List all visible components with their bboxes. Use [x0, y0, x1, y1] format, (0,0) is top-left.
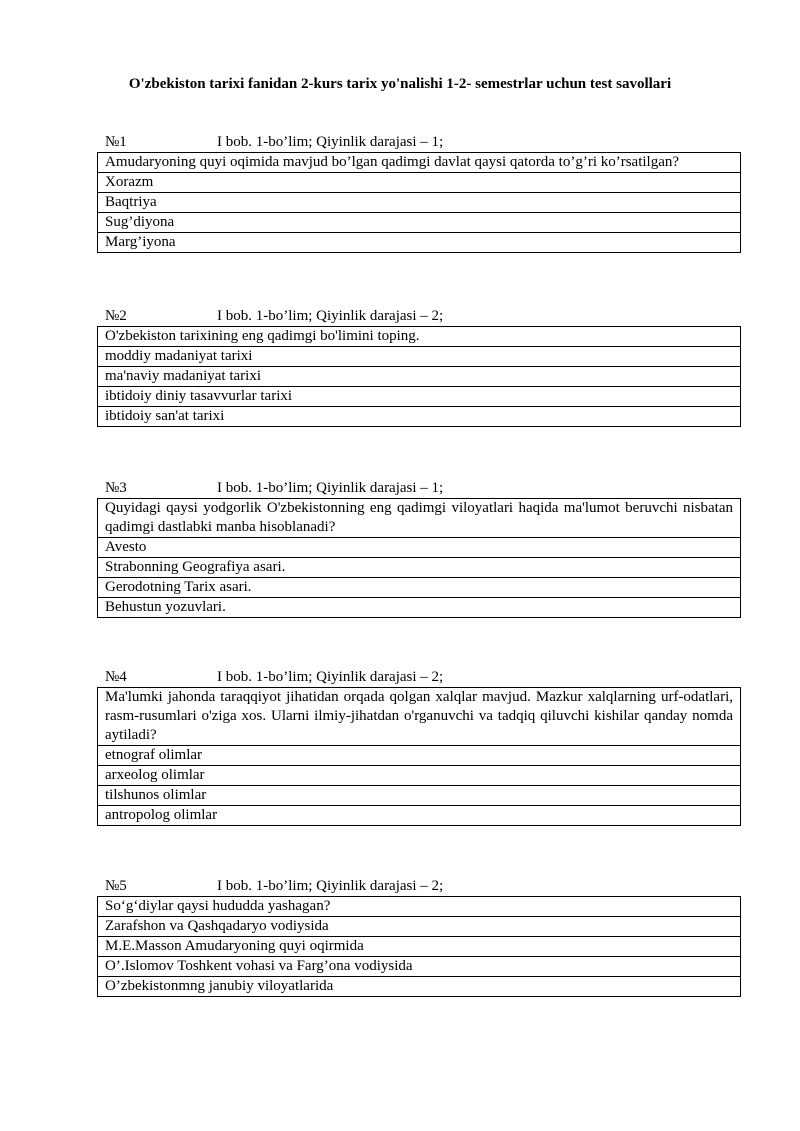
- answer-option: Sug’diyona: [98, 213, 741, 233]
- question-block: [97, 132, 741, 253]
- question-block: [97, 306, 741, 427]
- question-text: So‘g‘diylar qaysi hududda yashagan?: [98, 897, 741, 917]
- answer-option: M.E.Masson Amudaryoning quyi oqirmida: [98, 937, 741, 957]
- question-number: №4: [105, 669, 127, 685]
- question-number: №2: [105, 308, 127, 324]
- answer-option: ma'naviy madaniyat tarixi: [98, 367, 741, 387]
- question-header: [97, 667, 741, 687]
- answer-option: O’zbekistonmng janubiy viloyatlarida: [98, 977, 741, 997]
- answer-option: Avesto: [98, 538, 741, 558]
- answer-option: ibtidoiy san'at tarixi: [98, 407, 741, 427]
- question-table: [97, 152, 741, 253]
- answer-option: Gerodotning Tarix asari.: [98, 578, 741, 598]
- question-table: [97, 896, 741, 997]
- question-number: №5: [105, 878, 127, 894]
- question-text: Quyidagi qaysi yodgorlik O'zbekistonning eng qadimgi viloyatlari haqida ma'lumot beruvchi nisbatan qadimgi dastlabki manba hisoblanadi?: [98, 499, 741, 538]
- question-meta: I bob. 1-bo’lim; Qiyinlik darajasi – 1;: [217, 480, 444, 496]
- page-title: O'zbekiston tarixi fanidan 2-kurs tarix yo'nalishi 1-2- semestrlar uchun test savollari: [128, 76, 672, 92]
- answer-option: antropolog olimlar: [98, 806, 741, 826]
- question-header: [97, 876, 741, 896]
- answer-option: Zarafshon va Qashqadaryo vodiysida: [98, 917, 741, 937]
- question-meta: I bob. 1-bo’lim; Qiyinlik darajasi – 2;: [217, 308, 444, 324]
- question-header: [97, 478, 741, 498]
- question-header: [97, 306, 741, 326]
- answer-option: O’.Islomov Toshkent vohasi va Farg’ona vodiysida: [98, 957, 741, 977]
- question-number: №1: [105, 134, 127, 150]
- answer-option: tilshunos olimlar: [98, 786, 741, 806]
- question-text: Ma'lumki jahonda taraqqiyot jihatidan orqada qolgan xalqlar mavjud. Mazkur xalqlarning urf-odatlari, rasm-rusumlari o'ziga xos. Ularni ilmiy-jihatdan o'rganuvchi va tadqiq qiluvchi kishilar qanday nomda aytiladi?: [98, 688, 741, 746]
- question-meta: I bob. 1-bo’lim; Qiyinlik darajasi – 2;: [217, 669, 444, 685]
- question-table: [97, 326, 741, 427]
- answer-option: moddiy madaniyat tarixi: [98, 347, 741, 367]
- answer-option: ibtidoiy diniy tasavvurlar tarixi: [98, 387, 741, 407]
- answer-option: arxeolog olimlar: [98, 766, 741, 786]
- question-block: [97, 876, 741, 997]
- question-text: Amudaryoning quyi oqimida mavjud bo’lgan qadimgi davlat qaysi qatorda to’g’ri ko’rsatilgan?: [98, 153, 741, 173]
- question-block: [97, 667, 741, 826]
- question-header: [97, 132, 741, 152]
- answer-option: Marg’iyona: [98, 233, 741, 253]
- answer-option: Xorazm: [98, 173, 741, 193]
- question-text: O'zbekiston tarixining eng qadimgi bo'limini toping.: [98, 327, 741, 347]
- question-meta: I bob. 1-bo’lim; Qiyinlik darajasi – 2;: [217, 878, 444, 894]
- question-meta: I bob. 1-bo’lim; Qiyinlik darajasi – 1;: [217, 134, 444, 150]
- question-block: [97, 478, 741, 618]
- question-table: [97, 498, 741, 618]
- question-table: [97, 687, 741, 826]
- answer-option: etnograf olimlar: [98, 746, 741, 766]
- answer-option: Baqtriya: [98, 193, 741, 213]
- question-number: №3: [105, 480, 127, 496]
- answer-option: Behustun yozuvlari.: [98, 598, 741, 618]
- answer-option: Strabonning Geografiya asari.: [98, 558, 741, 578]
